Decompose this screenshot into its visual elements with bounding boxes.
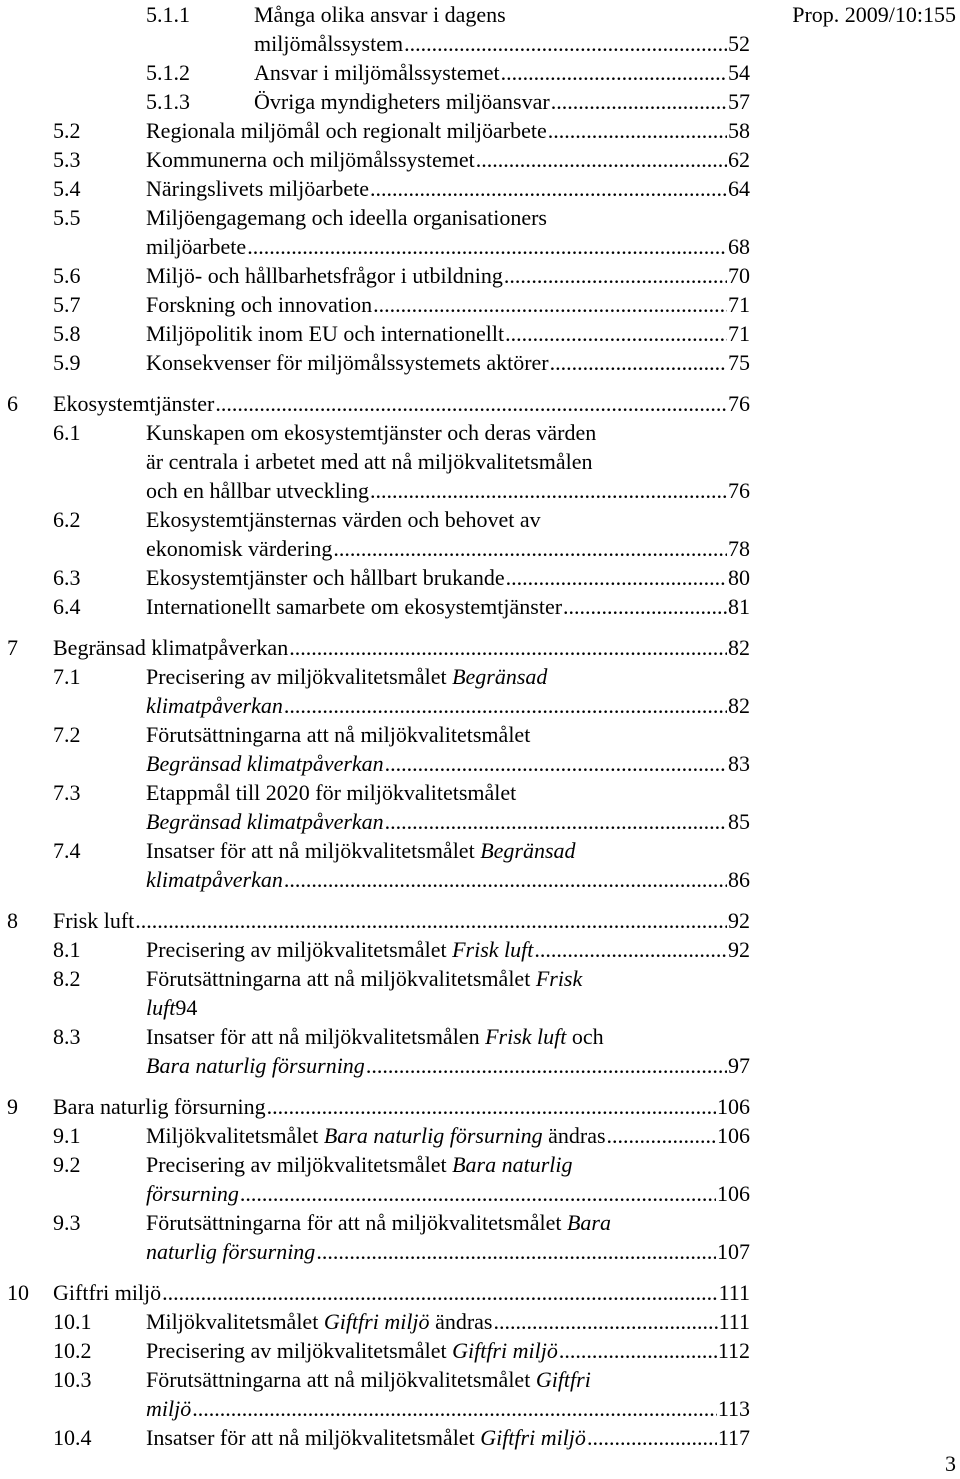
- toc-entry-title: försurning: [146, 1181, 239, 1206]
- toc-entry-title: Övriga myndigheters miljöansvar: [254, 89, 550, 114]
- dot-leader: [162, 1278, 717, 1307]
- toc-entry[interactable]: [0, 935, 750, 964]
- toc-entry-number: 9: [7, 1094, 18, 1119]
- toc-entry[interactable]: [0, 505, 750, 563]
- toc-entry-title: Bara naturlig försurning: [146, 1053, 365, 1078]
- toc-entry-number: 10.1: [53, 1309, 92, 1334]
- toc-entry-title-line: Förutsättningarna att nå miljökvalitetsmålet: [146, 722, 531, 747]
- dot-leader: [215, 389, 727, 418]
- toc-entry-title: klimatpåverkan: [146, 867, 283, 892]
- toc-entry-number: 5.1.1: [146, 2, 190, 27]
- dot-leader: [240, 1179, 716, 1208]
- toc-entry-number: 6.3: [53, 565, 81, 590]
- toc-entry-page: 86: [728, 867, 750, 892]
- toc-entry-number: 5.4: [53, 176, 81, 201]
- toc-entry-title: Frisk luft: [53, 908, 135, 933]
- dot-leader: [504, 261, 727, 290]
- toc-entry-title-line: är centrala i arbetet med att nå miljökvalitetsmålen: [146, 449, 593, 474]
- dot-leader: [284, 865, 727, 894]
- toc-entry[interactable]: [0, 1208, 750, 1266]
- toc-entry-number: 5.9: [53, 350, 81, 375]
- toc-entry[interactable]: [0, 389, 750, 418]
- toc-entry-title-line: Kunskapen om ekosystemtjänster och deras värden: [146, 420, 597, 445]
- toc-entry-page: 82: [728, 635, 750, 660]
- toc-entry[interactable]: [0, 662, 750, 720]
- toc-entry-title: klimatpåverkan: [146, 693, 283, 718]
- toc-entry[interactable]: [0, 174, 750, 203]
- toc-entry-page: 58: [728, 118, 750, 143]
- toc-entry-number: 8.2: [53, 966, 81, 991]
- toc-entry-title-line: Precisering av miljökvalitetsmålet Bara naturlig: [146, 1152, 573, 1177]
- toc-entry[interactable]: [0, 261, 750, 290]
- toc-entry[interactable]: [0, 778, 750, 836]
- toc-entry-number: 8.1: [53, 937, 81, 962]
- toc-entry-title-line: luft94: [146, 995, 198, 1020]
- toc-entry-number: 9.1: [53, 1123, 81, 1148]
- toc-entry-number: 7: [7, 635, 18, 660]
- toc-entry-page: 97: [728, 1053, 750, 1078]
- dot-leader: [548, 116, 727, 145]
- toc-entry[interactable]: [0, 1307, 750, 1336]
- dot-leader: [289, 633, 727, 662]
- dot-leader: [563, 592, 727, 621]
- toc-entry-number: 6: [7, 391, 18, 416]
- dot-leader: [534, 935, 727, 964]
- toc-entry-title: Regionala miljömål och regionalt miljöarbete: [146, 118, 547, 143]
- toc-entry-page: 54: [728, 60, 750, 85]
- toc-entry-number: 5.1.2: [146, 60, 190, 85]
- toc-entry-page: 52: [728, 31, 750, 56]
- toc-entry[interactable]: [0, 58, 750, 87]
- toc-entry-page: 71: [728, 292, 750, 317]
- toc-entry-title: Giftfri miljö: [53, 1280, 162, 1305]
- toc-entry-title: Miljökvalitetsmålet Giftfri miljö ändras: [146, 1309, 493, 1334]
- toc-entry-page: 92: [728, 908, 750, 933]
- toc-entry-page: 82: [728, 693, 750, 718]
- dot-leader: [370, 174, 727, 203]
- toc-entry-page: 85: [728, 809, 750, 834]
- toc-entry-number: 10.2: [53, 1338, 92, 1363]
- toc-entry-page: 76: [728, 391, 750, 416]
- dot-leader: [366, 1051, 727, 1080]
- toc-entry-title: naturlig försurning: [146, 1239, 316, 1264]
- toc-entry-title: Begränsad klimatpåverkan: [53, 635, 289, 660]
- toc-entry-number: 5.2: [53, 118, 81, 143]
- toc-entry-number: 5.5: [53, 205, 81, 230]
- toc-entry-number: 7.4: [53, 838, 81, 863]
- dot-leader: [333, 534, 727, 563]
- dot-leader: [267, 1092, 716, 1121]
- toc-entry[interactable]: [0, 964, 750, 1022]
- toc-entry-page: 83: [728, 751, 750, 776]
- toc-entry[interactable]: [0, 592, 750, 621]
- toc-entry-title: Miljö- och hållbarhetsfrågor i utbildning: [146, 263, 503, 288]
- toc-entry-page: 107: [717, 1239, 750, 1264]
- toc-entry[interactable]: [0, 1336, 750, 1365]
- toc-entry-page: 81: [728, 594, 750, 619]
- toc-entry-title-line: Precisering av miljökvalitetsmålet Begränsad: [146, 664, 548, 689]
- toc-entry-title-line: Ekosystemtjänsternas värden och behovet av: [146, 507, 541, 532]
- toc-entry-page: 92: [728, 937, 750, 962]
- toc-entry-title-line: Många olika ansvar i dagens: [254, 2, 506, 27]
- dot-leader: [587, 1423, 717, 1452]
- toc-entry-number: 9.2: [53, 1152, 81, 1177]
- toc-entry-page: 70: [728, 263, 750, 288]
- toc-entry-number: 8.3: [53, 1024, 81, 1049]
- dot-leader: [505, 319, 727, 348]
- toc-entry-title: och en hållbar utveckling: [146, 478, 369, 503]
- dot-leader: [316, 1237, 716, 1266]
- toc-entry[interactable]: [0, 87, 750, 116]
- toc-entry-title: Miljökvalitetsmålet Bara naturlig försurning ändras: [146, 1123, 606, 1148]
- toc-entry-page: 76: [728, 478, 750, 503]
- toc-entry[interactable]: [0, 563, 750, 592]
- toc-entry-title-line: Förutsättningarna för att nå miljökvalitetsmålet Bara: [146, 1210, 611, 1235]
- toc-entry-title-line: Insatser för att nå miljökvalitetsmålet Begränsad: [146, 838, 576, 863]
- toc-entry[interactable]: [0, 319, 750, 348]
- toc-entry-page: 75: [728, 350, 750, 375]
- dot-leader: [385, 807, 727, 836]
- toc-entry[interactable]: [0, 1150, 750, 1208]
- toc-entry-page: 111: [718, 1280, 750, 1305]
- toc-entry-title: Insatser för att nå miljökvalitetsmålet Giftfri miljö: [146, 1425, 586, 1450]
- dot-leader: [247, 232, 727, 261]
- toc-entry[interactable]: [0, 906, 750, 935]
- dot-leader: [135, 906, 727, 935]
- toc-entry-number: 7.1: [53, 664, 81, 689]
- toc-entry-title: miljömålssystem: [254, 31, 404, 56]
- toc-entry-title: miljöarbete: [146, 234, 247, 259]
- toc-entry-page: 62: [728, 147, 750, 172]
- dot-leader: [551, 87, 727, 116]
- toc-entry-page: 111: [718, 1309, 750, 1334]
- toc-entry-page: 117: [717, 1425, 750, 1450]
- toc-entry[interactable]: [0, 203, 750, 261]
- toc-entry[interactable]: [0, 1022, 750, 1080]
- dot-leader: [404, 29, 727, 58]
- toc-entry-title-line: Förutsättningarna att nå miljökvalitetsmålet Giftfri: [146, 1367, 591, 1392]
- toc-entry[interactable]: [0, 290, 750, 319]
- toc-entry-title-line: Etappmål till 2020 för miljökvalitetsmålet: [146, 780, 517, 805]
- toc-entry-number: 5.3: [53, 147, 81, 172]
- toc-entry-title-line: Miljöengagemang och ideella organisationers: [146, 205, 547, 230]
- toc-entry-title: Precisering av miljökvalitetsmålet Frisk luft: [146, 937, 534, 962]
- toc-entry-number: 9.3: [53, 1210, 81, 1235]
- toc-entry[interactable]: [0, 1092, 750, 1121]
- toc-entry-title-line: Förutsättningarna att nå miljökvalitetsmålet Frisk: [146, 966, 583, 991]
- dot-leader: [607, 1121, 716, 1150]
- toc-entry[interactable]: [0, 418, 750, 505]
- toc-entry-number: 7.3: [53, 780, 81, 805]
- toc-entry-page: 106: [717, 1181, 750, 1206]
- toc-entry-title: Internationellt samarbete om ekosystemtjänster: [146, 594, 563, 619]
- toc-entry-number: 10.3: [53, 1367, 92, 1392]
- toc-entry-page: 106: [717, 1123, 750, 1148]
- toc-entry-number: 5.6: [53, 263, 81, 288]
- toc-entry-number: 5.7: [53, 292, 81, 317]
- dot-leader: [476, 145, 727, 174]
- toc-entry-page: 57: [728, 89, 750, 114]
- dot-leader: [370, 476, 727, 505]
- toc-entry-number: 6.4: [53, 594, 81, 619]
- dot-leader: [506, 563, 727, 592]
- dot-leader: [192, 1394, 717, 1423]
- toc-entry[interactable]: [0, 1423, 750, 1452]
- toc-entry-number: 10: [7, 1280, 29, 1305]
- toc-entry-title: Ekosystemtjänster och hållbart brukande: [146, 565, 505, 590]
- toc-entry[interactable]: [0, 836, 750, 894]
- toc-entry-title: Precisering av miljökvalitetsmålet Giftfri miljö: [146, 1338, 558, 1363]
- toc-entry[interactable]: [0, 720, 750, 778]
- toc-entry-page: 64: [728, 176, 750, 201]
- toc-entry-title: Konsekvenser för miljömålssystemets aktörer: [146, 350, 549, 375]
- page-number: 3: [945, 1451, 956, 1476]
- toc-entry-title-line: Insatser för att nå miljökvalitetsmålen Frisk luft och: [146, 1024, 604, 1049]
- toc-entry-title: Ansvar i miljömålssystemet: [254, 60, 500, 85]
- dot-leader: [501, 58, 727, 87]
- toc-entry-title: Bara naturlig försurning: [53, 1094, 266, 1119]
- toc-entry-page: 78: [728, 536, 750, 561]
- toc-entry-page: 68: [728, 234, 750, 259]
- toc-entry-title: Begränsad klimatpåverkan: [146, 751, 384, 776]
- toc-entry-title: miljö: [146, 1396, 192, 1421]
- toc-entry-number: 7.2: [53, 722, 81, 747]
- dot-leader: [559, 1336, 717, 1365]
- toc-entry[interactable]: [0, 145, 750, 174]
- toc-entry-title: Kommunerna och miljömålssystemet: [146, 147, 475, 172]
- toc-entry[interactable]: [0, 633, 750, 662]
- toc-entry-page: 71: [728, 321, 750, 346]
- dot-leader: [373, 290, 727, 319]
- toc-entry-title: ekonomisk värdering: [146, 536, 333, 561]
- toc-entry[interactable]: [0, 1365, 750, 1423]
- toc-entry-number: 6.1: [53, 420, 81, 445]
- toc-entry-title: Miljöpolitik inom EU och internationellt: [146, 321, 505, 346]
- toc-entry-title: Begränsad klimatpåverkan: [146, 809, 384, 834]
- toc-entry-title: Näringslivets miljöarbete: [146, 176, 369, 201]
- toc-entry-number: 5.8: [53, 321, 81, 346]
- toc-entry[interactable]: [0, 1278, 750, 1307]
- toc-entry[interactable]: [0, 348, 750, 377]
- dot-leader: [550, 348, 727, 377]
- toc-entry-number: 10.4: [53, 1425, 92, 1450]
- toc-entry-page: 80: [728, 565, 750, 590]
- toc-entry-number: 6.2: [53, 507, 81, 532]
- toc-entry[interactable]: [0, 0, 750, 58]
- toc-entry-title: Forskning och innovation: [146, 292, 373, 317]
- dot-leader: [284, 691, 727, 720]
- dot-leader: [493, 1307, 717, 1336]
- toc-entry-number: 8: [7, 908, 18, 933]
- document-reference: Prop. 2009/10:155: [792, 2, 956, 27]
- toc-entry-page: 106: [717, 1094, 750, 1119]
- toc-entry-page: 113: [717, 1396, 750, 1421]
- toc-entry-number: 5.1.3: [146, 89, 190, 114]
- toc-entry-page: 112: [717, 1338, 750, 1363]
- toc-entry-title: Ekosystemtjänster: [53, 391, 215, 416]
- toc-entry[interactable]: [0, 1121, 750, 1150]
- dot-leader: [385, 749, 727, 778]
- toc-entry[interactable]: [0, 116, 750, 145]
